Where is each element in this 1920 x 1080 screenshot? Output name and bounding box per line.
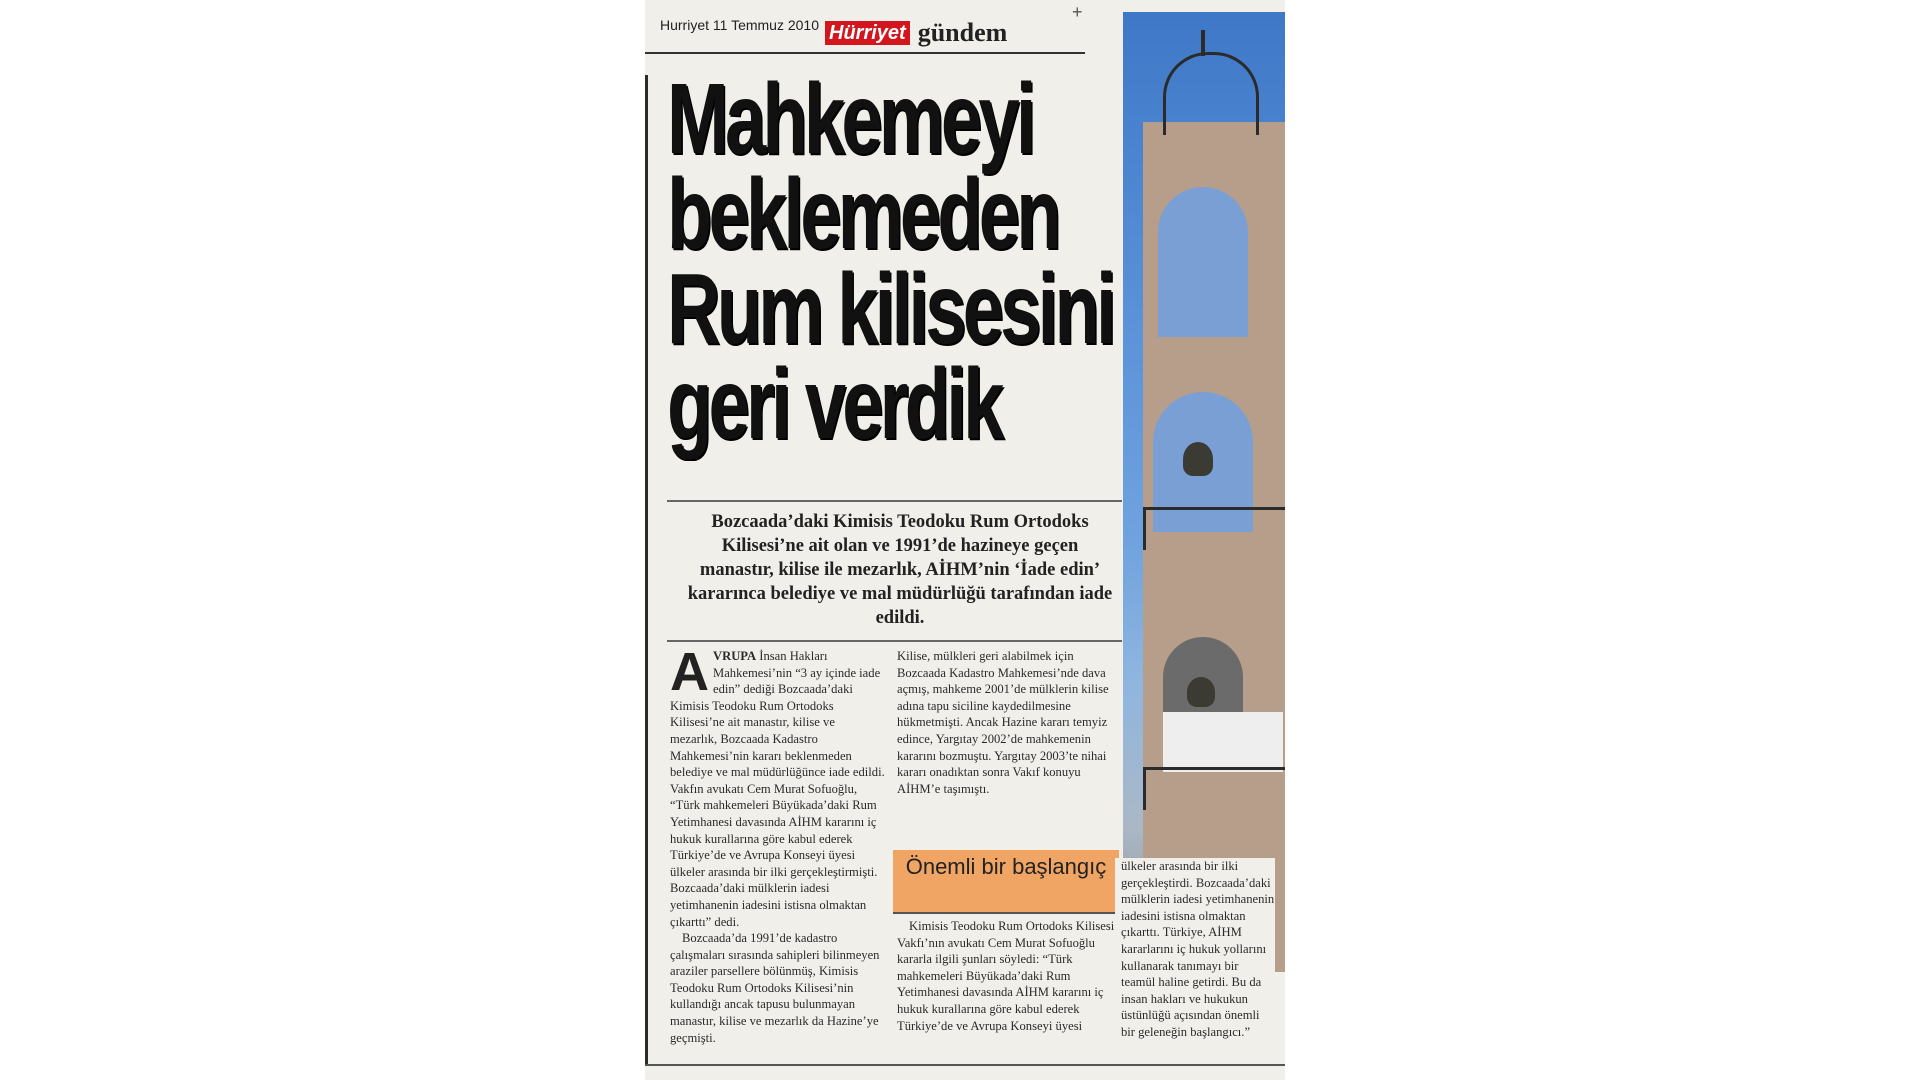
column-paragraph: Kimisis Teodoku Rum Ortodoks Kilisesi Vakfı’nın avukatı Cem Murat Sofuoğlu kararla ilgili şunları söyledi: “Türk mahkemeleri Büyükada’daki Rum Yetimhanesi davasında AİHM kararını iç hukuk kurallarına göre kabul ederek Türkiye’de ve Avrupa Konseyi üyesi	[897, 919, 1115, 1033]
bell-icon	[1187, 677, 1215, 707]
crop-mark-icon: +	[1072, 2, 1083, 22]
cross-icon	[1201, 30, 1205, 56]
newspaper-clipping	[645, 0, 1285, 1080]
column-paragraph: Kilise, mülkleri geri alabilmek için Bozcaada Kadastro Mahkemesi’nde dava açmış, mahkeme 2001’de mülklerin kilise adına tapu siciline kaydedilmesine hükmetmişti. Ancak Hazine kararı temyiz edince, Yargıtay 2002’de mahkemenin kararını bozmuştu. Yargıtay 2003’te nihai kararı onadıktan sonra Vakıf konuyu AİHM’e taşımıştı.	[897, 649, 1109, 796]
headline-line: Mahkemeyi	[667, 63, 1033, 175]
hurriyet-logo: Hürriyet	[825, 21, 910, 45]
column-paragraph: ülkeler arasında bir ilki gerçekleştirdi. Bozcaada’daki mülklerin iadesi yetimhanenin iadesini istisna olmaktan çıkarttı. Türkiye, AİHM kararlarını iç hukuk yollarını kullanarak tanımayı bir teamül haline getirdi. Bu da insan hakları ve hukukun üstünlüğü açısından önemli bir geleneğin başlangıcı.”	[1121, 859, 1275, 1039]
article-column-3	[1115, 858, 1275, 1041]
article-column-2	[897, 648, 1117, 797]
dateline: Hurriyet 11 Temmuz 2010	[660, 17, 819, 33]
headline-line: Rum kilisesini	[667, 253, 1113, 365]
lead-caps: VRUPA	[713, 649, 757, 663]
deck-subheadline: Bozcaada’daki Kimisis Teodoku Rum Ortodoks Kilisesi’ne ait olan ve 1991’de hazineye geçen manastır, kilise ile mezarlık, AİHM’nin ‘İade edin’ kararınca belediye ve mal müdürlüğü tarafından iade edildi.	[687, 512, 1113, 628]
box-body	[897, 918, 1117, 1034]
deck-bottom-rule	[667, 640, 1122, 642]
lower-railing	[1143, 767, 1285, 810]
white-building	[1163, 712, 1283, 772]
box-title: Önemli bir başlangıç	[893, 850, 1119, 914]
drop-cap: A	[670, 642, 709, 702]
balcony-railing	[1143, 507, 1285, 550]
masthead-rule	[645, 52, 1085, 54]
left-border	[645, 75, 648, 1065]
headline	[667, 63, 1285, 460]
column-paragraph	[670, 642, 885, 930]
paragraph-text: İnsan Hakları Mahkemesi’nin “3 ay içinde iade edin” dediği Bozcaada’daki Kimisis Teodoku Rum Ortodoks Kilisesi’ne ait manastır, kilise ve mezarlık, Bozcaada Kadastro Mahkemesi’nin kararı beklenmeden belediye ve mal müdürlüğünce iade edildi. Vakfın avukatı Cem Murat Sofuoğlu, “Türk mahkemeleri Büyükada’daki Rum Yetimhanesi davasında AİHM kararını iç hukuk kurallarına göre kabul ederek Türkiye’de ve Avrupa Konseyi üyesi ülkeler arasında bir ilki gerçekleştirmişti. Bozcaada’daki mülklerin iadesi yetimhanenin iadesini istisna olmaktan çıkarttı” dedi.	[670, 649, 885, 929]
section-name: gündem	[917, 18, 1008, 47]
deck-top-rule	[667, 500, 1122, 502]
article-column-1	[670, 642, 885, 1046]
masthead	[825, 18, 1007, 48]
column-paragraph: Bozcaada’da 1991’de kadastro çalışmaları sırasında sahipleri bilinmeyen araziler parsellere bölünmüş, Kimisis Teodoku Rum Ortodoks Kilisesi’nin kullandığı ancak tapusu bulunmayan manastır, kilise ve mezarlık da Hazine’ye geçmişti.	[670, 931, 880, 1045]
bottom-strip	[645, 1066, 1285, 1080]
headline-line: beklemeden	[667, 158, 1058, 270]
headline-line: geri verdik	[667, 348, 1001, 460]
